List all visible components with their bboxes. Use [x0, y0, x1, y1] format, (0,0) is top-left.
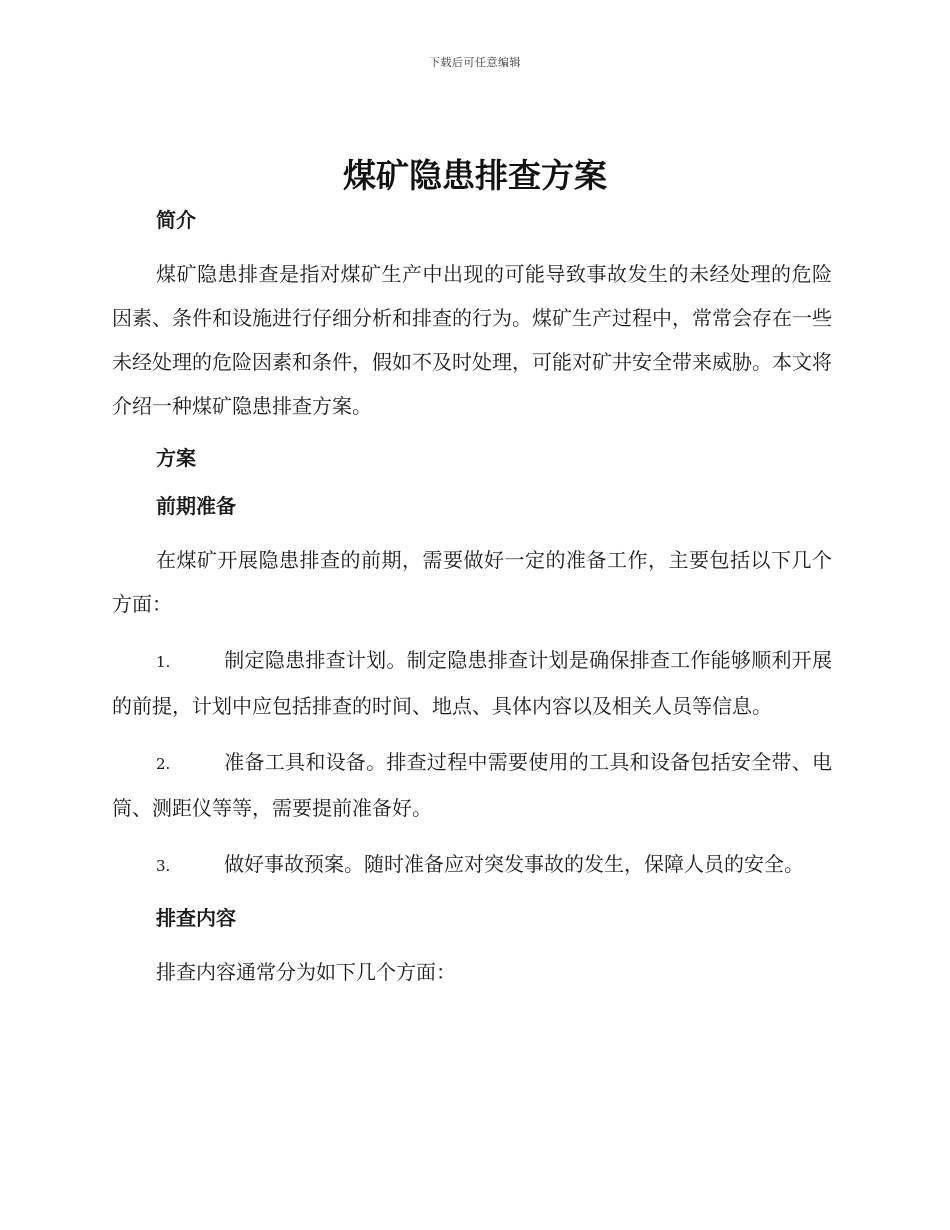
list-item: [112, 638, 832, 728]
header-note: 下载后可任意编辑: [429, 56, 521, 69]
section-heading-plan: 方案: [156, 446, 196, 470]
list-item-text: 做好事故预案。随时准备应对突发事故的发生，保障人员的安全。: [224, 852, 804, 876]
section-heading-intro: 简介: [156, 208, 196, 232]
list-number: 3.: [156, 857, 171, 875]
list-item-text: 准备工具和设备。排查过程中需要使用的工具和设备包括安全带、电筒、测距仪等等，需要提前准备好。: [112, 750, 832, 820]
list-number: 2.: [156, 755, 171, 773]
section-heading-inspection-content: 排查内容: [156, 906, 236, 930]
list-number: 1.: [156, 653, 171, 671]
inspection-content-paragraph: 排查内容通常分为如下几个方面：: [156, 960, 456, 984]
intro-paragraph: 煤矿隐患排查是指对煤矿生产中出现的可能导致事故发生的未经处理的危险因素、条件和设施进行仔细分析和排查的行为。煤矿生产过程中，常常会存在一些未经处理的危险因素和条件，假如不及时处理，可能对矿井安全带来威胁。本文将介绍一种煤矿隐患排查方案。: [112, 262, 832, 418]
preparation-paragraph: 在煤矿开展隐患排查的前期，需要做好一定的准备工作，主要包括以下几个方面：: [112, 548, 832, 616]
document-title: 煤矿隐患排查方案: [343, 156, 607, 195]
section-heading-preparation: 前期准备: [156, 494, 236, 518]
list-item: [112, 842, 832, 888]
document-body: [112, 202, 832, 994]
list-item: [112, 740, 832, 830]
list-item-text: 制定隐患排查计划。制定隐患排查计划是确保排查工作能够顺利开展的前提，计划中应包括排查的时间、地点、具体内容以及相关人员等信息。: [112, 648, 832, 718]
